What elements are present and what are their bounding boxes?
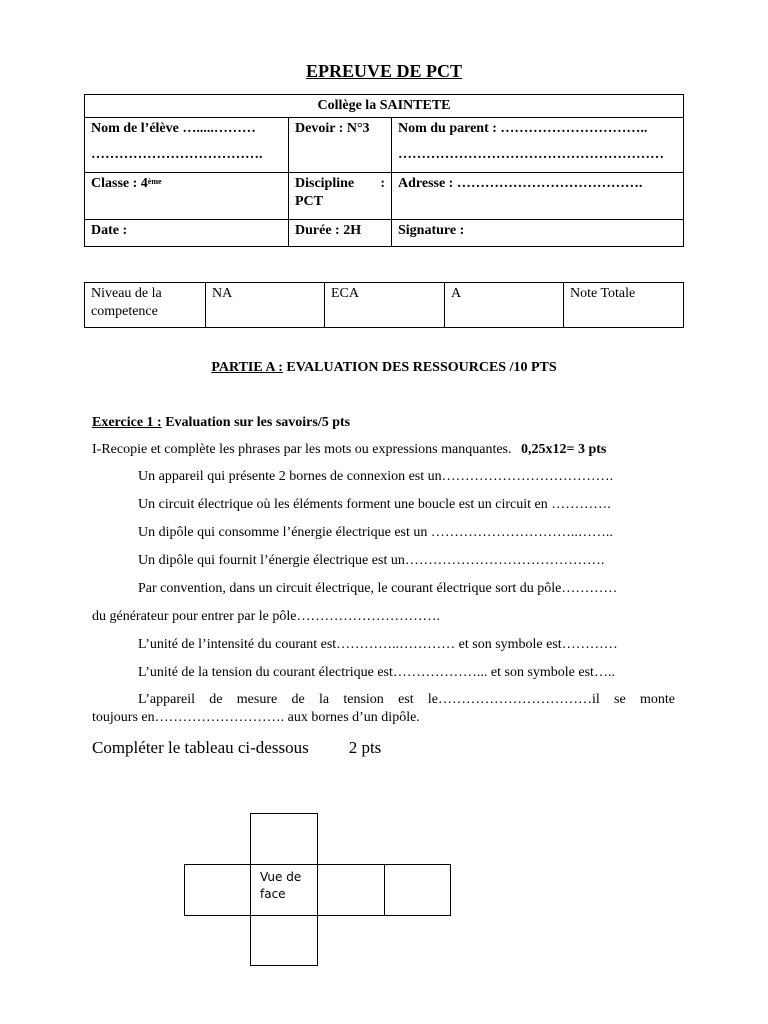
duree-field: Durée : 2H xyxy=(289,220,392,247)
competence-level-cell xyxy=(85,283,206,328)
front-face-label-line-2: face xyxy=(260,887,286,901)
header-table xyxy=(84,94,684,247)
competence-table xyxy=(84,282,684,328)
student-name-label: Nom de l’élève ….....……… xyxy=(91,121,256,136)
sentence-8-text: L’appareil de mesure de la tension est le……………………………il se monte xyxy=(138,692,675,707)
cube-net-right-face xyxy=(317,864,385,916)
note-totale: Note Totale xyxy=(564,283,684,328)
page-title: EPREUVE DE PCT xyxy=(305,61,462,81)
competence-level-label-1: Niveau de la xyxy=(91,286,162,301)
tableau-text: Compléter le tableau ci-dessous xyxy=(92,738,309,757)
exercice-1-heading xyxy=(92,414,350,432)
sentence-6: L’unité de l’intensité du courant est…………..………… et son symbole est………… xyxy=(138,637,618,652)
discipline-colon: : xyxy=(380,176,385,191)
sentence-5: Par convention, dans un circuit électrique, le courant électrique sort du pôle………… xyxy=(138,581,618,596)
partie-a-heading xyxy=(0,359,768,377)
partie-a-prefix: PARTIE A : xyxy=(211,360,283,375)
competence-a: A xyxy=(445,283,564,328)
cube-net-back-face xyxy=(384,864,451,916)
tableau-points: 2 pts xyxy=(348,738,382,757)
competence-eca: ECA xyxy=(325,283,445,328)
cube-net-left-face xyxy=(184,864,251,916)
sentence-2: Un circuit électrique où les éléments forment une boucle est un circuit en …………. xyxy=(138,497,611,512)
cube-net-top-face xyxy=(250,813,318,865)
date-field: Date : xyxy=(85,220,289,247)
sentence-3: Un dipôle qui consomme l’énergie électrique est un …………………………..…….. xyxy=(138,525,613,540)
parent-name-dots: ………………………………………………… xyxy=(398,147,664,162)
sentence-8-continued: toujours en………………………. aux bornes d’un dipôle. xyxy=(92,710,420,725)
school-name: Collège la SAINTETE xyxy=(85,95,684,118)
devoir-number: Devoir : N°3 xyxy=(289,118,392,173)
student-name-cell xyxy=(85,118,289,173)
instruction-text: I-Recopie et complète les phrases par les mots ou expressions manquantes. xyxy=(92,442,512,457)
sentence-4: Un dipôle qui fournit l’énergie électrique est un……………………………………. xyxy=(138,553,605,568)
classe-cell xyxy=(85,173,289,220)
classe-label: Classe : 4 xyxy=(91,176,148,191)
sentence-5-continued: du générateur pour entrer par le pôle…………………………. xyxy=(92,609,440,624)
front-face-label-line-1: Vue de xyxy=(260,870,302,884)
discipline-cell xyxy=(289,173,392,220)
discipline-value: PCT xyxy=(295,194,323,209)
cube-net-front-face xyxy=(250,864,318,916)
sentence-1: Un appareil qui présente 2 bornes de connexion est un………………………………. xyxy=(138,469,614,484)
cube-net-bottom-face xyxy=(250,915,318,966)
exercice-1-prefix: Exercice 1 : xyxy=(92,415,162,430)
sentence-7: L’unité de la tension du courant électrique est………………... et son symbole est….. xyxy=(138,665,615,680)
adresse-field: Adresse : …………………………………. xyxy=(392,173,684,220)
sentence-8 xyxy=(92,691,675,709)
exercice-1-text: Evaluation sur les savoirs/5 pts xyxy=(161,415,351,430)
parent-name-cell xyxy=(392,118,684,173)
student-name-dots: ………………………………. xyxy=(91,147,263,162)
signature-field: Signature : xyxy=(392,220,684,247)
partie-a-text: EVALUATION DES RESSOURCES /10 PTS xyxy=(282,360,557,375)
competence-level-label-2: competence xyxy=(91,304,158,319)
instruction-line xyxy=(92,441,606,459)
parent-name-label: Nom du parent : ………………………….. xyxy=(398,121,648,136)
competence-na: NA xyxy=(206,283,325,328)
classe-superscript: ème xyxy=(147,177,162,186)
tableau-instruction xyxy=(92,738,381,758)
instruction-points: 0,25x12= 3 pts xyxy=(521,442,607,457)
discipline-label: Discipline xyxy=(295,176,355,191)
